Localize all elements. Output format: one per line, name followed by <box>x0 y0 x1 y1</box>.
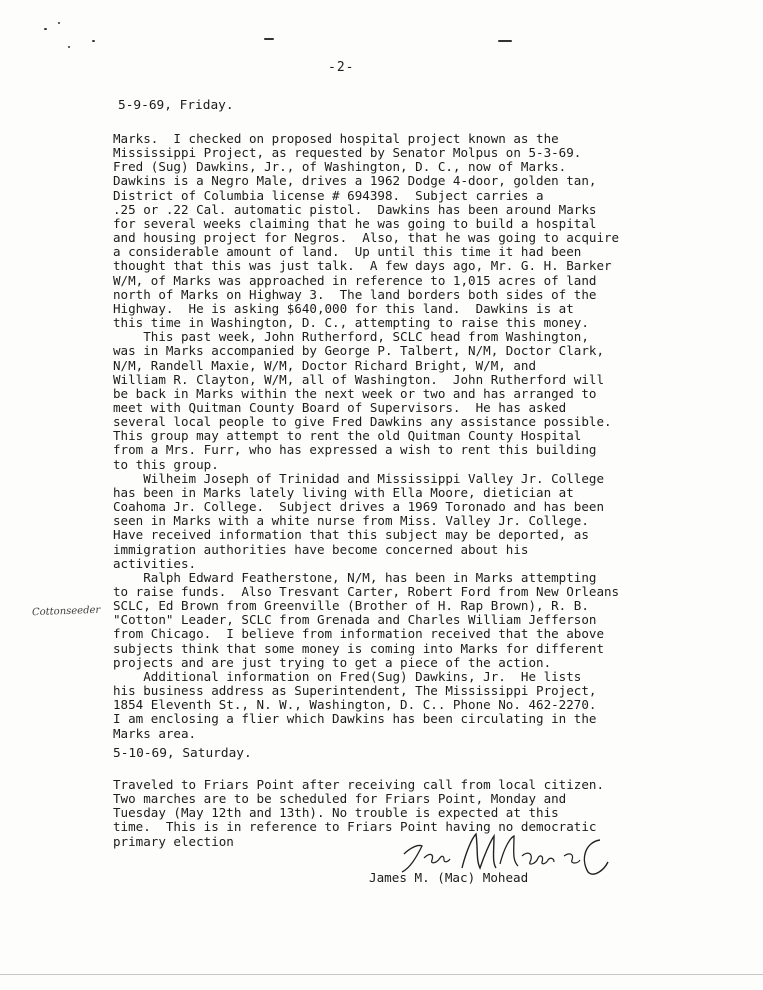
scan-speck <box>44 28 47 30</box>
text-line: Mississippi Project, as requested by Senator Molpus on 5-3-69. <box>113 145 582 161</box>
text-line: be back in Marks within the next week or two and has arranged to <box>113 385 597 401</box>
text-line: "Cotton" Leader, SCLC from Grenada and Charles William Jefferson <box>113 612 597 628</box>
text-line: Two marches are to be scheduled for Friars Point, Monday and <box>113 791 567 807</box>
text-line: 1854 Eleventh St., N. W., Washington, D. C.. Phone No. 462-2270. <box>113 697 597 713</box>
text-line: W/M, of Marks was approached in reference to 1,015 acres of land <box>113 272 597 288</box>
entry-date: 5-9-69, Friday. <box>118 98 234 113</box>
text-line: to this group. <box>113 456 219 472</box>
text-line: activities. <box>113 555 197 571</box>
entry-body <box>113 132 713 741</box>
text-line: his business address as Superintendent, The Mississippi Project, <box>113 683 597 699</box>
text-line: Have received information that this subject may be deported, as <box>113 527 589 543</box>
text-line: Ralph Edward Featherstone, N/M, has been in Marks attempting <box>113 569 597 585</box>
text-line: meet with Quitman County Board of Supervisors. He has asked <box>113 399 567 415</box>
scan-speck <box>68 46 70 48</box>
text-line: and housing project for Negros. Also, that he was going to acquire <box>113 230 620 246</box>
text-line: Tuesday (May 12th and 13th). No trouble is expected at this <box>113 805 559 821</box>
text-line: thought that this was just talk. A few days ago, Mr. G. H. Barker <box>113 258 612 274</box>
text-line: north of Marks on Highway 3. The land borders both sides of the <box>113 286 597 302</box>
text-line: Fred (Sug) Dawkins, Jr., of Washington, D. C., now of Marks. <box>113 159 567 175</box>
text-line: District of Columbia license # 694398. Subject carries a <box>113 187 544 203</box>
text-line: Traveled to Friars Point after receiving call from local citizen. <box>113 777 605 792</box>
signature-name: James M. (Mac) Mohead <box>369 870 529 885</box>
entry-date: 5-10-69, Saturday. <box>113 746 252 761</box>
text-line: to raise funds. Also Tresvant Carter, Robert Ford from New Orleans <box>113 584 620 599</box>
text-line: Wilheim Joseph of Trinidad and Mississippi Valley Jr. College <box>113 470 605 486</box>
text-line: seen in Marks with a white nurse from Miss. Valley Jr. College. <box>113 513 589 529</box>
text-line: .25 or .22 Cal. automatic pistol. Dawkins has been around Marks <box>113 201 597 217</box>
text-line: from a Mrs. Furr, who has expressed a wish to rent this building <box>113 442 597 458</box>
text-line: Additional information on Fred(Sug) Dawkins, Jr. He lists <box>113 668 582 684</box>
scan-speck <box>264 38 274 40</box>
text-line: time. This is in reference to Friars Point having no democratic <box>113 819 597 835</box>
text-line: Coahoma Jr. College. Subject drives a 1969 Toronado and has been <box>113 499 605 515</box>
text-line: William R. Clayton, W/M, all of Washington. John Rutherford will <box>113 371 605 387</box>
text-line: N/M, Randell Maxie, W/M, Doctor Richard Bright, W/M, and <box>113 357 537 373</box>
text-line: projects and are just trying to get a piece of the action. <box>113 654 552 670</box>
text-line: from Chicago. I believe from information received that the above <box>113 626 605 642</box>
page-number: -2- <box>328 60 355 75</box>
text-line: Marks area. <box>113 725 197 741</box>
text-line: This past week, John Rutherford, SCLC head from Washington, <box>113 329 589 345</box>
scan-speck <box>58 22 60 24</box>
text-line: a considerable amount of land. Up until this time it had been <box>113 244 582 260</box>
text-line: immigration authorities have become concerned about his <box>113 541 529 557</box>
text-line: for several weeks claiming that he was going to build a hospital <box>113 215 597 231</box>
text-line: Dawkins is a Negro Male, drives a 1962 Dodge 4-door, golden tan, <box>113 173 597 189</box>
text-line: SCLC, Ed Brown from Greenville (Brother of H. Rap Brown), R. B. <box>113 598 589 614</box>
scan-speck <box>498 40 512 42</box>
text-line: subjects think that some money is coming into Marks for different <box>113 640 605 656</box>
text-line: primary election <box>113 833 234 849</box>
text-line: Highway. He is asking $640,000 for this land. Dawkins is at <box>113 300 574 316</box>
scan-speck <box>92 40 95 42</box>
margin-note: Cottonseeder <box>31 604 101 619</box>
scan-edge-line <box>0 974 763 975</box>
text-line: This group may attempt to rent the old Quitman County Hospital <box>113 428 582 444</box>
text-line: several local people to give Fred Dawkins any assistance possible. <box>113 414 612 430</box>
text-line: has been in Marks lately living with Ella Moore, dietician at <box>113 484 574 500</box>
text-line: I am enclosing a flier which Dawkins has been circulating in the <box>113 711 597 727</box>
text-line: this time in Washington, D. C., attempting to raise this money. <box>113 315 589 331</box>
text-line: Marks. I checked on proposed hospital project known as the <box>113 131 559 146</box>
text-line: was in Marks accompanied by George P. Talbert, N/M, Doctor Clark, <box>113 343 605 359</box>
